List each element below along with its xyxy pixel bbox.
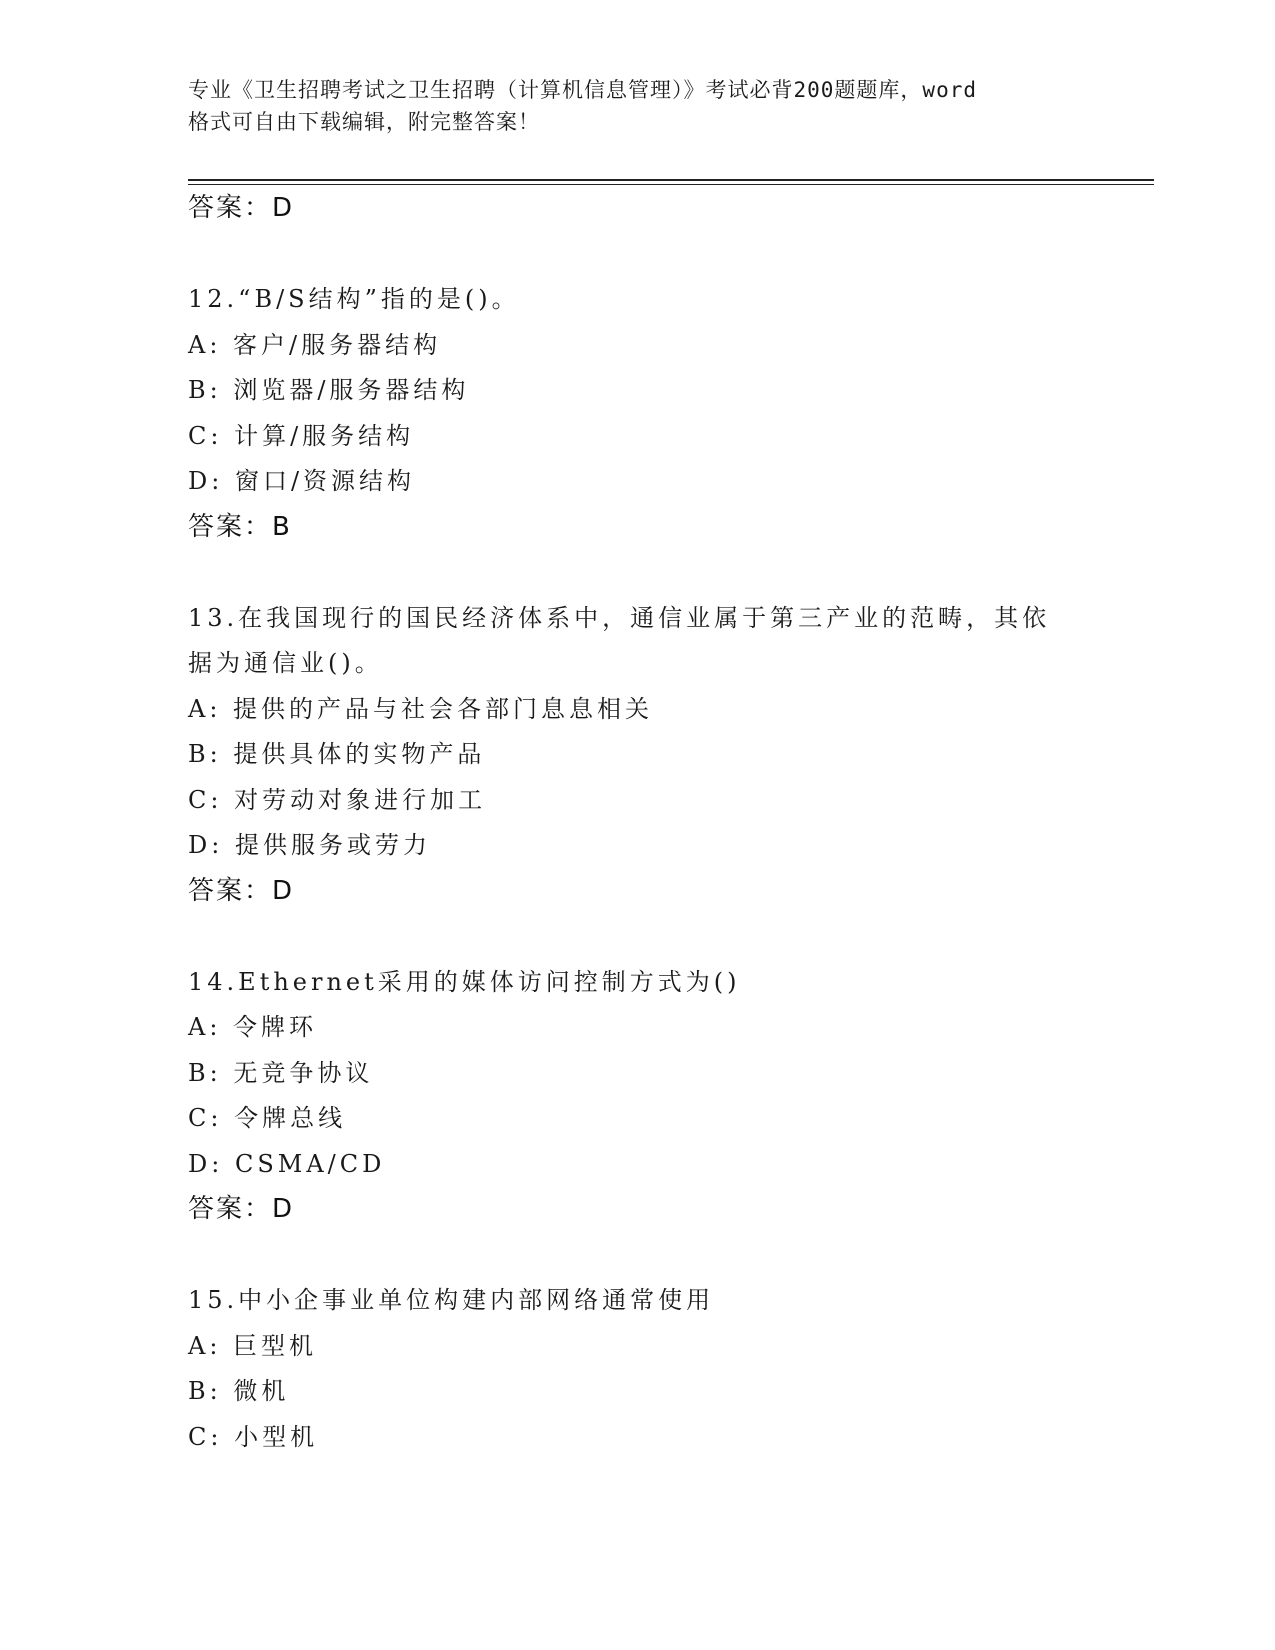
option-d: D: 提供服务或劳力 (188, 831, 431, 859)
question-12 (188, 277, 1148, 550)
header-title-line-2: 格式可自由下载编辑，附完整答案！ (188, 110, 540, 134)
header-title-line-1: 专业《卫生招聘考试之卫生招聘（计算机信息管理）》考试必背200题题库，word (188, 78, 977, 102)
option-b: B: 浏览器/服务器结构 (188, 376, 470, 404)
answer: 答案：D (188, 1194, 295, 1224)
spacer (188, 914, 1148, 960)
option-a: A: 提供的产品与社会各部门息息相关 (188, 694, 654, 723)
question-13 (188, 596, 1148, 915)
document-header (188, 74, 1088, 138)
option-b: B: 无竞争协议 (188, 1058, 374, 1087)
question-15 (188, 1278, 1148, 1460)
option-a: A: 客户/服务器结构 (188, 330, 442, 359)
question-stem: 13.在我国现行的国民经济体系中，通信业属于第三产业的范畴，其依 (188, 603, 1051, 632)
answer: 答案：B (188, 511, 292, 542)
option-d: D: CSMA/CD (188, 1149, 386, 1178)
question-stem: 12.“B/S结构”指的是()。 (188, 285, 520, 313)
option-a: A: 令牌环 (188, 1013, 318, 1041)
option-c: C: 小型机 (188, 1422, 319, 1451)
option-d: D: 窗口/资源结构 (188, 467, 416, 495)
spacer (188, 232, 1148, 278)
option-b: B: 提供具体的实物产品 (188, 740, 486, 768)
header-divider-thin (188, 184, 1154, 185)
answer: 答案：D (188, 875, 295, 906)
option-c: C: 计算/服务结构 (188, 421, 415, 450)
question-list (188, 186, 1148, 1460)
option-c: C: 对劳动对象进行加工 (188, 785, 487, 814)
previous-answer: 答案：D (188, 193, 295, 223)
question-stem: 14.Ethernet采用的媒体访问控制方式为() (188, 967, 741, 996)
spacer (188, 550, 1148, 596)
option-c: C: 令牌总线 (188, 1104, 347, 1132)
header-divider-thick (188, 179, 1154, 181)
question-stem: 15.中小企事业单位构建内部网络通常使用 (188, 1286, 715, 1314)
spacer (188, 1233, 1148, 1279)
option-b: B: 微机 (188, 1377, 290, 1405)
question-stem-continued: 据为通信业()。 (188, 649, 383, 677)
option-a: A: 巨型机 (188, 1331, 318, 1360)
question-14 (188, 960, 1148, 1233)
